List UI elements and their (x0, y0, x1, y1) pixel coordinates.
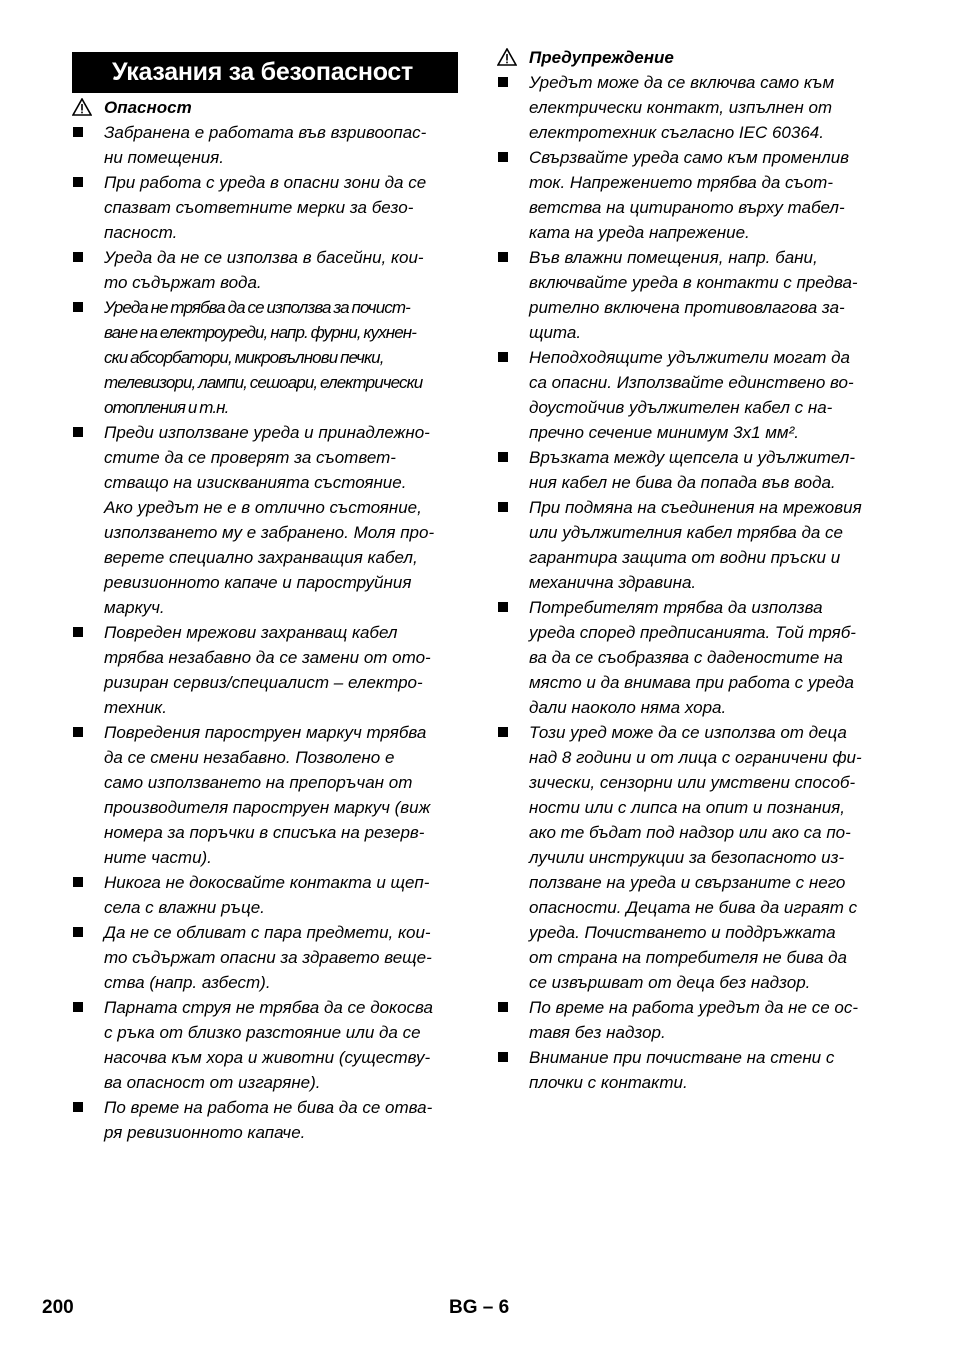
list-item-line: то съдържат вода. (104, 273, 262, 292)
list-item-line: ски абсорбатори, микровълнови печки, (104, 348, 384, 367)
list-item (497, 245, 897, 345)
list-item-line: ности или с липса на опит и познания, (529, 798, 845, 817)
bullet-square-icon (498, 727, 508, 737)
list-item (72, 295, 467, 420)
list-item (497, 495, 897, 595)
list-item-line: ване на електроуреди, напр. фурни, кухнен- (104, 323, 416, 342)
bullet-square-icon (73, 927, 83, 937)
list-item (497, 595, 897, 720)
list-item-line: да се смени незабавно. Позволено е (104, 748, 395, 767)
bullet-square-icon (73, 1102, 83, 1112)
bullet-square-icon (73, 627, 83, 637)
list-item-line: дали наоколо няма хора. (529, 698, 727, 717)
list-item-line: рително включена противовлагова за- (529, 298, 845, 317)
danger-heading-label: Опасност (104, 98, 192, 117)
list-item (497, 445, 897, 495)
list-item-line: Уредът може да се включва само към (529, 73, 835, 92)
list-item-line: Уреда не трябва да се използва за почист- (104, 298, 410, 317)
bullet-square-icon (498, 152, 508, 162)
bullet-square-icon (73, 177, 83, 187)
warning-triangle-icon (497, 48, 517, 66)
list-item-line: ако те бъдат под надзор или ако са по- (529, 823, 851, 842)
list-item-line: маркуч. (104, 598, 165, 617)
list-item-line: с ръка от близко разстояние или да се (104, 1023, 421, 1042)
section-title: Указания за безопасност (72, 52, 458, 93)
list-item-line: над 8 години и от лица с ограничени фи- (529, 748, 862, 767)
list-item-line: пасност. (104, 223, 178, 242)
list-item-line: По време на работа уредът да не се ос- (529, 998, 858, 1017)
list-item-line: спазват съответните мерки за безо- (104, 198, 414, 217)
list-item-line: села с влажни ръце. (104, 898, 265, 917)
list-item (72, 620, 467, 720)
list-item-line: използването му е забранено. Моля про- (104, 523, 435, 542)
list-item-line: ва опасност от изгаряне). (104, 1073, 321, 1092)
warning-triangle-icon (72, 98, 92, 116)
bullet-square-icon (498, 452, 508, 462)
list-item-line: плочки с контакти. (529, 1073, 688, 1092)
list-item-line: ва да се съобразява с даденостите на (529, 648, 843, 667)
list-item-line: ползване на уреда и свързаните с него (529, 873, 846, 892)
list-item-line: механична здравина. (529, 573, 697, 592)
list-item-line: ток. Напрежението трябва да съот- (529, 173, 833, 192)
list-item-line: производителя пароструен маркуч (виж (104, 798, 431, 817)
list-item-line: Неподходящите удължители могат да (529, 348, 850, 367)
list-item-line: техник. (104, 698, 167, 717)
list-item-line: зически, сензорни или умствени способ- (529, 773, 856, 792)
list-item-line: лучили инструкции за безопасното из- (529, 848, 845, 867)
list-item-line: от страна на потребителя не бива да (529, 948, 848, 967)
bullet-square-icon (498, 352, 508, 362)
list-item-line: Във влажни помещения, напр. бани, (529, 248, 818, 267)
list-item-line: уреда според предписанията. Той тряб- (529, 623, 856, 642)
list-item-line: Потребителят трябва да използва (529, 598, 823, 617)
list-item-line: Да не се обливат с пара предмети, кои- (104, 923, 431, 942)
list-item-line: стите да се проверят за съответ- (104, 448, 396, 467)
danger-list (72, 120, 467, 1145)
list-item-line: По време на работа не бива да се отва- (104, 1098, 433, 1117)
list-item (72, 1095, 467, 1145)
list-item (72, 245, 467, 295)
list-item-line: пречно сечение минимум 3x1 мм². (529, 423, 799, 442)
list-item-line: ката на уреда напрежение. (529, 223, 750, 242)
list-item-line: номера за поръчки в списъка на резерв- (104, 823, 425, 842)
list-item (72, 870, 467, 920)
list-item-line: Свързвайте уреда само към променлив (529, 148, 850, 167)
list-item (497, 720, 897, 995)
list-item-line: то съдържат опасни за здравето веще- (104, 948, 432, 967)
list-item-line: телевизори, лампи, сешоари, електрически (104, 373, 423, 392)
list-item-line: тавя без надзор. (529, 1023, 666, 1042)
list-item (72, 170, 467, 245)
bullet-square-icon (498, 502, 508, 512)
list-item-line: Внимание при почистване на стени с (529, 1048, 835, 1067)
bullet-square-icon (73, 127, 83, 137)
list-item-line: стващо на изискванията състояние. (104, 473, 407, 492)
list-item-line: само използването на препоръчан от (104, 773, 413, 792)
list-item (497, 70, 897, 145)
list-item-line: място и да внимава при работа с уреда (529, 673, 854, 692)
list-item (72, 720, 467, 870)
list-item (497, 145, 897, 245)
bullet-square-icon (498, 252, 508, 262)
list-item-line: Връзката между щепсела и удължител- (529, 448, 856, 467)
list-item (72, 995, 467, 1095)
list-item-line: ревизионното капаче и пароструйния (104, 573, 412, 592)
list-item-line: ветства на цитираното върху табел- (529, 198, 845, 217)
list-item-line: Ако уредът не е в отлично състояние, (104, 498, 422, 517)
list-item-line: насочва към хора и животни (существу- (104, 1048, 431, 1067)
list-item-line: електрически контакт, изпълнен от (529, 98, 833, 117)
list-item-line: При работа с уреда в опасни зони да се (104, 173, 427, 192)
bullet-square-icon (73, 302, 83, 312)
list-item-line: Забранена е работата във взривоопас- (104, 123, 427, 142)
list-item-line: се извършват от деца без надзор. (529, 973, 811, 992)
list-item-line: опасности. Децата не бива да играят с (529, 898, 858, 917)
warning-list (497, 70, 897, 1095)
list-item-line: верете специално захранващия кабел, (104, 548, 418, 567)
list-item-line: доустойчив удължителен кабел с на- (529, 398, 833, 417)
list-item-line: електротехник съгласно IEC 60364. (529, 123, 824, 142)
list-item-line: щита. (529, 323, 582, 342)
list-item (72, 420, 467, 620)
list-item-line: Повредения пароструен маркуч трябва (104, 723, 427, 742)
bullet-square-icon (73, 877, 83, 887)
list-item-line: Уреда да не се използва в басейни, кои- (104, 248, 424, 267)
list-item (72, 120, 467, 170)
list-item-line: ни помещения. (104, 148, 224, 167)
list-item-line: са опасни. Използвайте единствено во- (529, 373, 854, 392)
bullet-square-icon (73, 252, 83, 262)
list-item (497, 995, 897, 1045)
list-item-line: При подмяна на съединения на мрежовия (529, 498, 862, 517)
list-item-line: ризиран сервиз/специалист – електро- (104, 673, 423, 692)
list-item-line: Повреден мрежови захранващ кабел (104, 623, 398, 642)
bullet-square-icon (498, 77, 508, 87)
bullet-square-icon (73, 1002, 83, 1012)
list-item-line: Преди използване уреда и принадлежно- (104, 423, 430, 442)
list-item-line: отопления и т.н. (104, 398, 229, 417)
section-code: BG – 6 (449, 1297, 510, 1318)
list-item-line: включвайте уреда в контакти с предва- (529, 273, 858, 292)
bullet-square-icon (498, 1052, 508, 1062)
list-item-line: трябва незабавно да се замени от ото- (104, 648, 431, 667)
list-item-line: уреда. Почистването и поддръжката (529, 923, 836, 942)
list-item-line: ства (напр. азбест). (104, 973, 271, 992)
list-item-line: ните части). (104, 848, 212, 867)
list-item (497, 1045, 897, 1095)
warning-heading-label: Предупреждение (529, 48, 674, 67)
bullet-square-icon (73, 427, 83, 437)
list-item-line: ря ревизионното капаче. (104, 1123, 306, 1142)
list-item (72, 920, 467, 995)
list-item-line: или удължителния кабел трябва да се (529, 523, 843, 542)
bullet-square-icon (498, 1002, 508, 1012)
list-item (497, 345, 897, 445)
bullet-square-icon (73, 727, 83, 737)
page-number: 200 (42, 1297, 74, 1318)
list-item-line: Никога не докосвайте контакта и щеп- (104, 873, 430, 892)
list-item-line: гарантира защита от водни пръски и (529, 548, 841, 567)
list-item-line: Този уред може да се използва от деца (529, 723, 847, 742)
list-item-line: ния кабел не бива да попада във вода. (529, 473, 836, 492)
list-item-line: Парната струя не трябва да се докосва (104, 998, 433, 1017)
bullet-square-icon (498, 602, 508, 612)
